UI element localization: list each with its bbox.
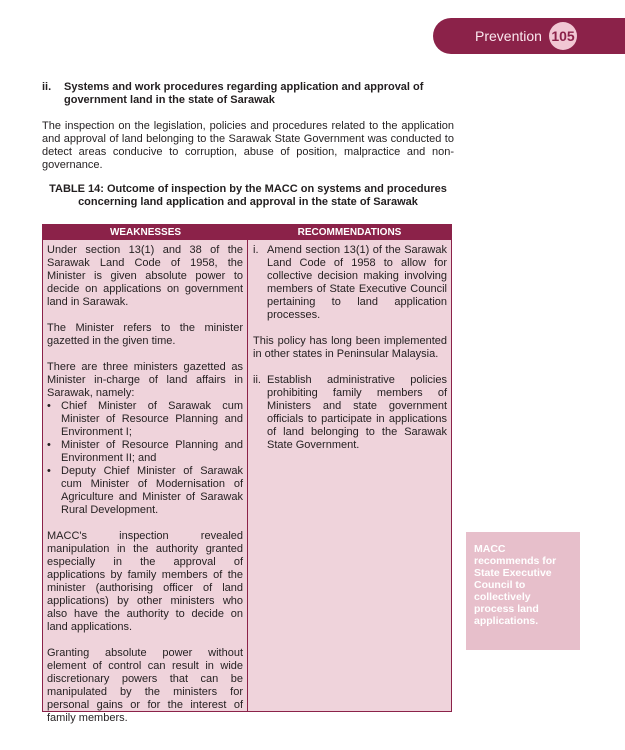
section-title: Systems and work procedures regarding application and approval of government land in the state of Sarawak (64, 81, 424, 106)
column-header-weaknesses: WEAKNESSES (109, 227, 182, 238)
weaknesses-cell (47, 244, 243, 738)
recommendation-text: Amend section 13(1) of the Sarawak Land Code of 1958 to allow for collective decision making involving members of State Executive Council pertaining to land application processes. (267, 244, 447, 321)
minister-list-item: • Minister of Resource Planning and Environment II; and (47, 439, 243, 464)
recommendations-cell (253, 244, 447, 452)
weakness-paragraph: MACC's inspection revealed manipulation in the authority granted especially in the approval of applications by family members of the minister (authorising officer of land applications) by other ministers who also have the authority to decide on land applications. (47, 530, 243, 633)
recommendation-marker: ii. (253, 374, 261, 386)
column-divider (247, 240, 248, 711)
bullet-icon: • (47, 439, 51, 451)
section-header-tab (433, 18, 625, 54)
weakness-paragraph: Under section 13(1) and 38 of the Sarawak Land Code of 1958, the Minister is given absolute power to decide on applications on government land in Sarawak. (47, 244, 243, 308)
weakness-paragraph: There are three ministers gazetted as Minister in-charge of land affairs in Sarawak, namely: (47, 361, 243, 399)
weakness-paragraph: The Minister refers to the minister gazetted in the given time. (47, 322, 243, 347)
intro-paragraph: The inspection on the legislation, policies and procedures related to the application and approval of land belonging to the Sarawak State Government was conducted to detect areas conducive to corruption, abuse of position, malpractice and non-governance. (42, 120, 454, 171)
column-header-recommendations: RECOMMENDATIONS (297, 227, 402, 238)
recommendation-text: Establish administrative policies prohibiting family members of Ministers and state government officials to participate in applications of land belonging to the Sarawak State Government. (267, 374, 447, 451)
sidebar-callout: MACC recommends for State Executive Council to collectively process land applications. (466, 532, 580, 650)
section-number: ii. (42, 81, 52, 93)
minister-list-item: • Chief Minister of Sarawak cum Minister of Resource Planning and Environment I; (47, 400, 243, 438)
minister-list-item: • Deputy Chief Minister of Sarawak cum Minister of Modernisation of Agriculture and Minister of Sarawak Rural Development. (47, 465, 243, 516)
table-header-row (43, 225, 451, 240)
inspection-table (42, 224, 452, 724)
section-name: Prevention (475, 28, 542, 44)
recommendation-note: This policy has long been implemented in other states in Peninsular Malaysia. (253, 335, 447, 360)
bullet-icon: • (47, 400, 51, 412)
weakness-paragraph: Granting absolute power without element of control can result in wide discretionary powers that can be manipulated by the ministers for personal gains or for the interest of family members. (47, 647, 243, 724)
recommendation-item (253, 374, 447, 452)
page-number-badge: 105 (549, 22, 577, 50)
table-title: TABLE 14: Outcome of inspection by the MACC on systems and procedures concerning land application and approval in the state of Sarawak (49, 183, 447, 208)
recommendation-marker: i. (253, 244, 259, 256)
recommendation-item (253, 244, 447, 322)
bullet-icon: • (47, 465, 51, 477)
section-heading (42, 81, 454, 107)
